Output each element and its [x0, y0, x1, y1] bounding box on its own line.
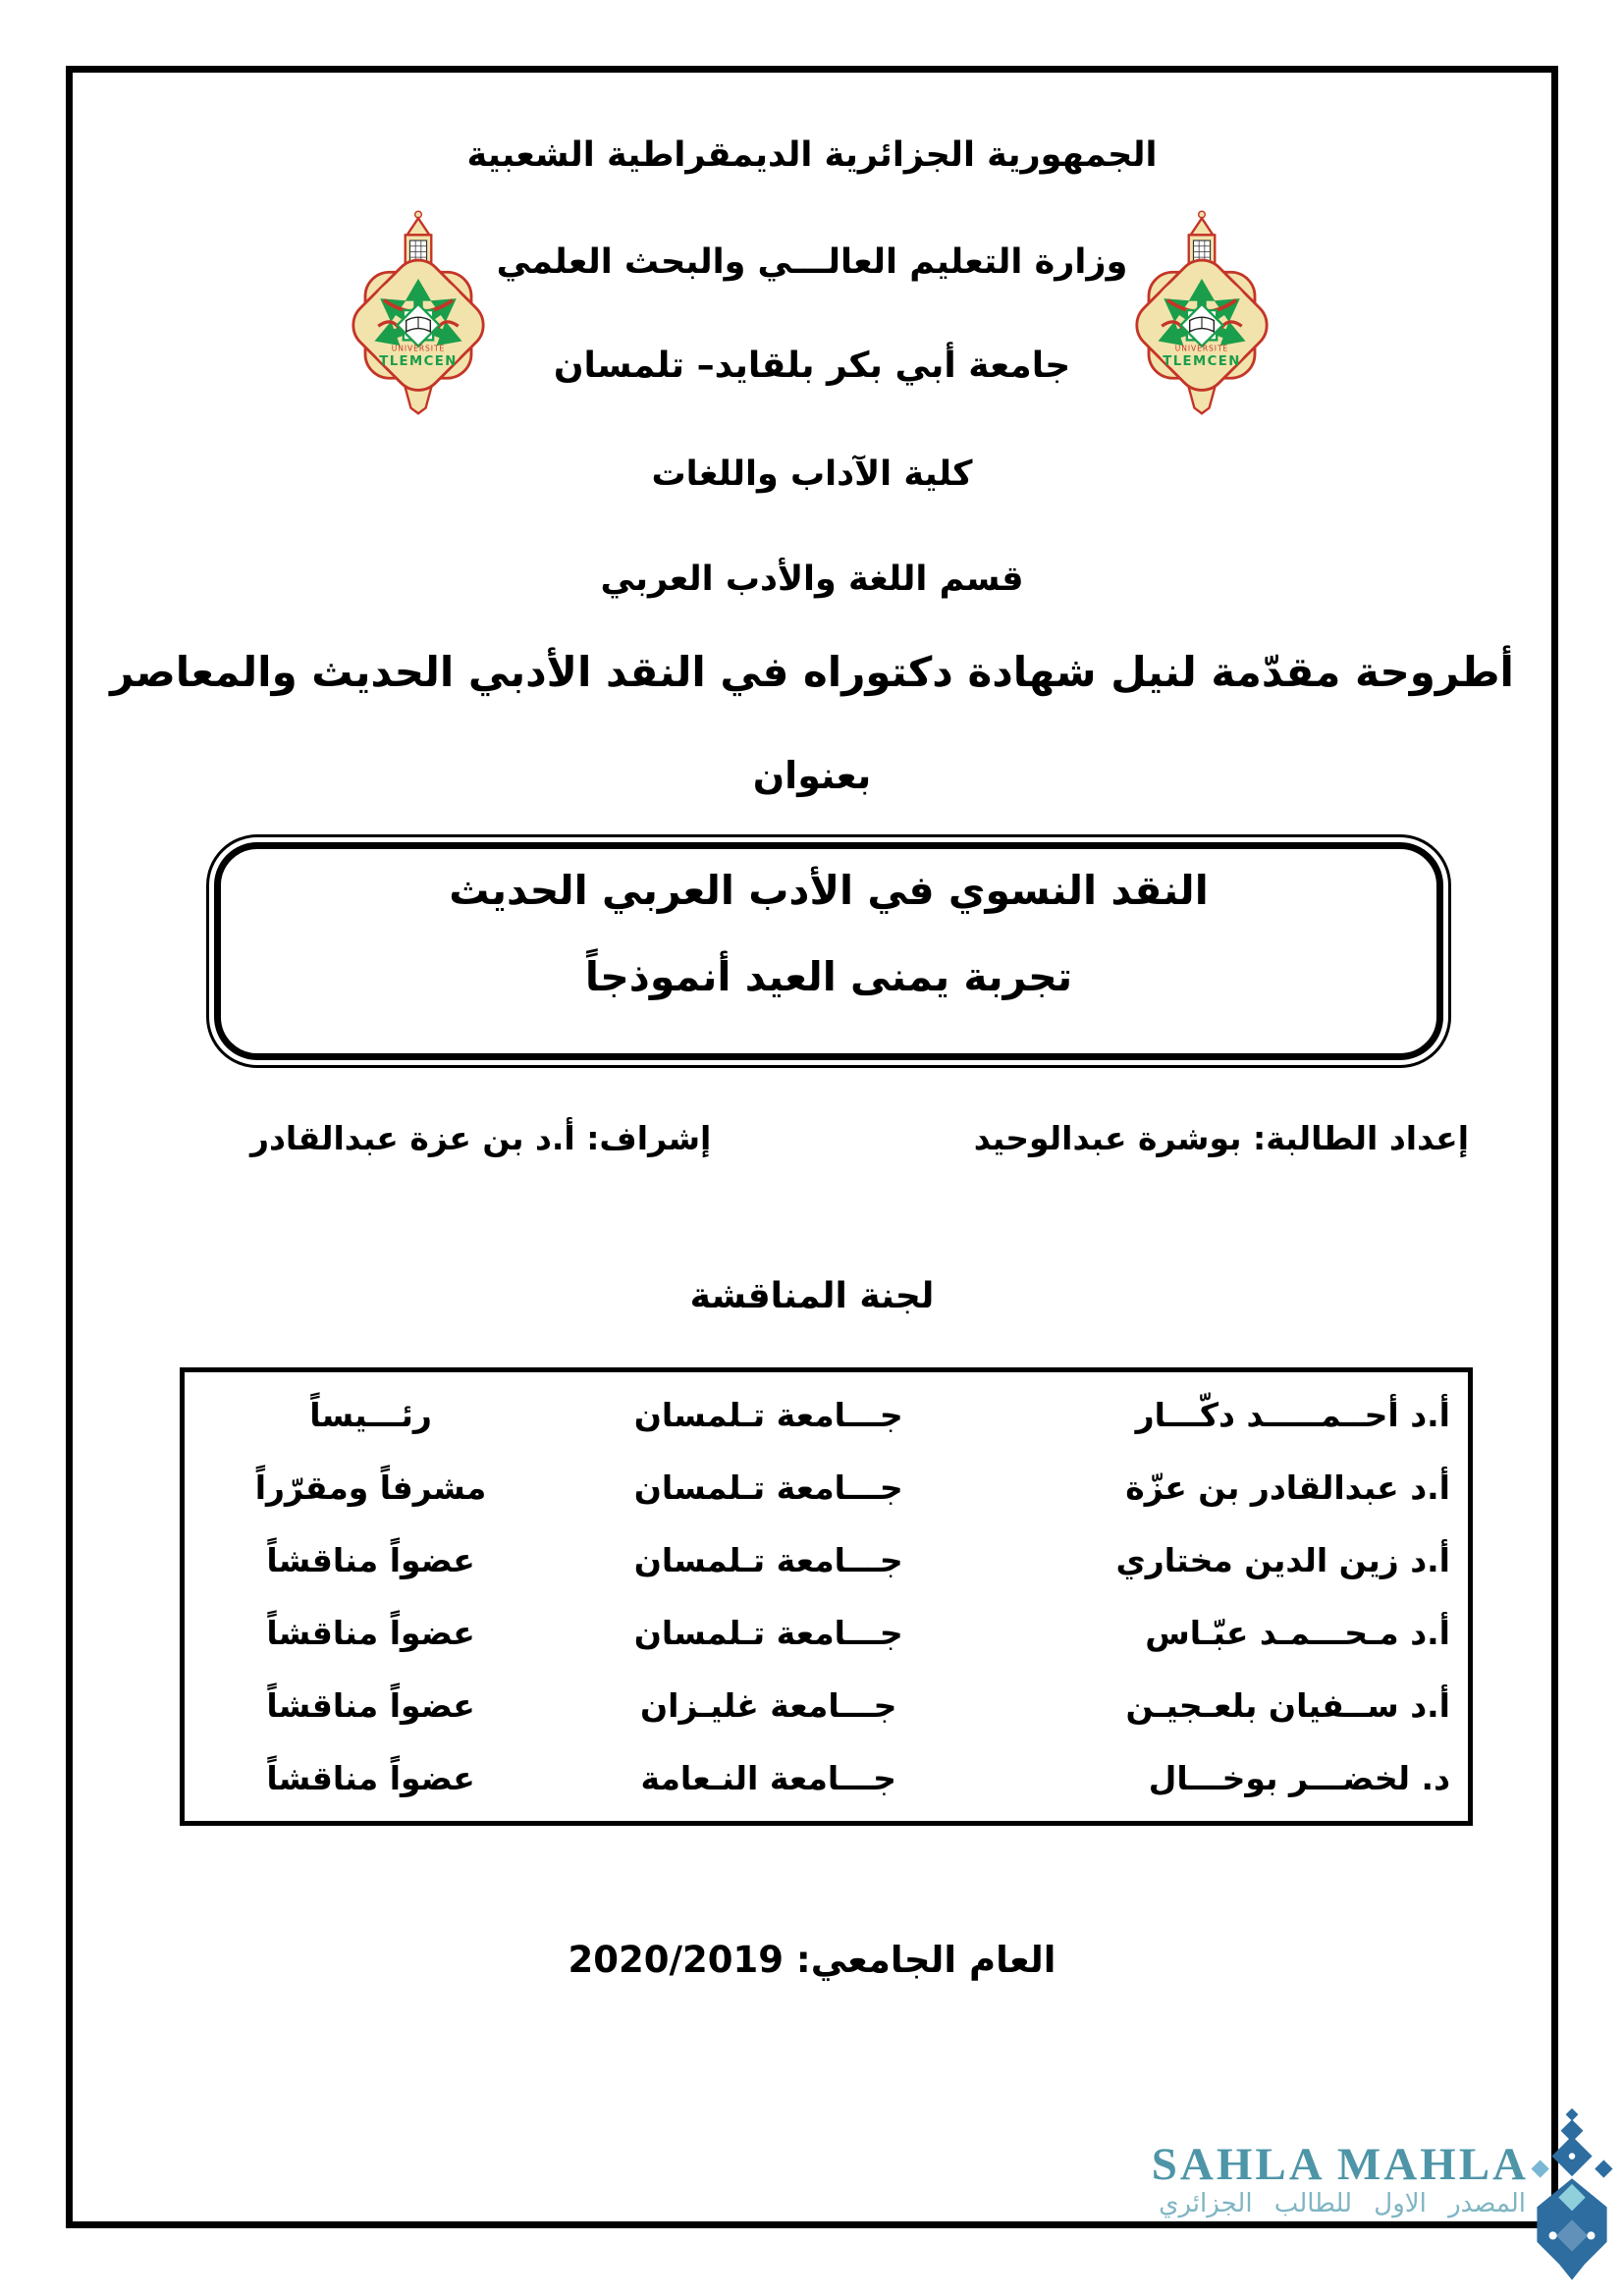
member-role: عضواً مناقشاً	[266, 1540, 475, 1579]
table-row	[185, 1468, 1468, 1507]
faculty-heading: كلية الآداب واللغات	[651, 454, 973, 494]
member-name: أ.د ســفيان بلعـجيـن	[1125, 1686, 1450, 1726]
member-university: جـــامعة تـلمسان	[633, 1395, 903, 1434]
table-row	[185, 1541, 1468, 1579]
member-name: أ.د مـحـــمـد عبّـاس	[1145, 1614, 1450, 1653]
academic-year-line: العام الجامعي: 2020/2019	[568, 1939, 1056, 1981]
member-role: عضواً مناقشاً	[266, 1759, 475, 1798]
member-role: عضواً مناقشاً	[266, 1686, 475, 1726]
table-row	[185, 1614, 1468, 1652]
republic-heading: الجمهورية الجزائرية الديمقراطية الشعبية	[466, 135, 1158, 175]
thesis-title-line1: النقد النسوي في الأدب العربي الحديث	[449, 867, 1209, 914]
sahla-mahla-ornament-icon	[1524, 2109, 1620, 2283]
member-university: جـــامعة النـعامة	[640, 1759, 896, 1798]
member-role: عضواً مناقشاً	[266, 1614, 475, 1653]
university-heading: جامعة أبي بكر بلقايد– تلمسان	[553, 346, 1071, 386]
table-row	[185, 1759, 1468, 1797]
member-name: أ.د أحــمـــــد دكّـــار	[1135, 1395, 1450, 1434]
sahla-mahla-brand: SAHLA MAHLA	[1151, 2139, 1529, 2190]
member-university: جـــامعة تـلمسان	[633, 1468, 903, 1507]
thesis-description: أطروحة مقدّمة لنيل شهادة دكتوراه في النقد الأدبي الحديث والمعاصر	[110, 648, 1514, 696]
member-university: جـــامعة تـلمسان	[633, 1540, 903, 1579]
thesis-title-line2: تجربة يمنى العيد أنموذجاً	[584, 953, 1073, 1000]
member-role: رئـــيساً	[309, 1395, 432, 1434]
entitled-label: بعنوان	[752, 754, 872, 797]
sahla-mahla-tagline: المصدر الاول للطالب الجزائري	[1159, 2189, 1526, 2218]
student-name-line: إعداد الطالبة: بوشرة عبدالوحيد	[973, 1119, 1469, 1157]
member-name: أ.د زين الدين مختاري	[1115, 1540, 1450, 1579]
ministry-heading: وزارة التعليم العالـــي والبحث العلمي	[496, 242, 1128, 282]
supervisor-name-line: إشراف: أ.د بن عزة عبدالقادر	[250, 1119, 712, 1157]
member-role: مشرفاً ومقرّراً	[254, 1468, 487, 1507]
member-university: جـــامعة غليـزان	[640, 1686, 897, 1726]
member-name: د. لخضـــر بوخـــال	[1148, 1759, 1450, 1798]
member-university: جـــامعة تـلمسان	[633, 1614, 903, 1653]
thesis-title-box	[206, 834, 1451, 1068]
committee-table	[180, 1367, 1473, 1826]
table-row	[185, 1686, 1468, 1725]
table-row	[185, 1396, 1468, 1434]
member-name: أ.د عبدالقادر بن عزّة	[1125, 1468, 1450, 1507]
department-heading: قسم اللغة والأدب العربي	[600, 560, 1024, 599]
committee-heading: لجنة المناقشة	[689, 1276, 935, 1316]
